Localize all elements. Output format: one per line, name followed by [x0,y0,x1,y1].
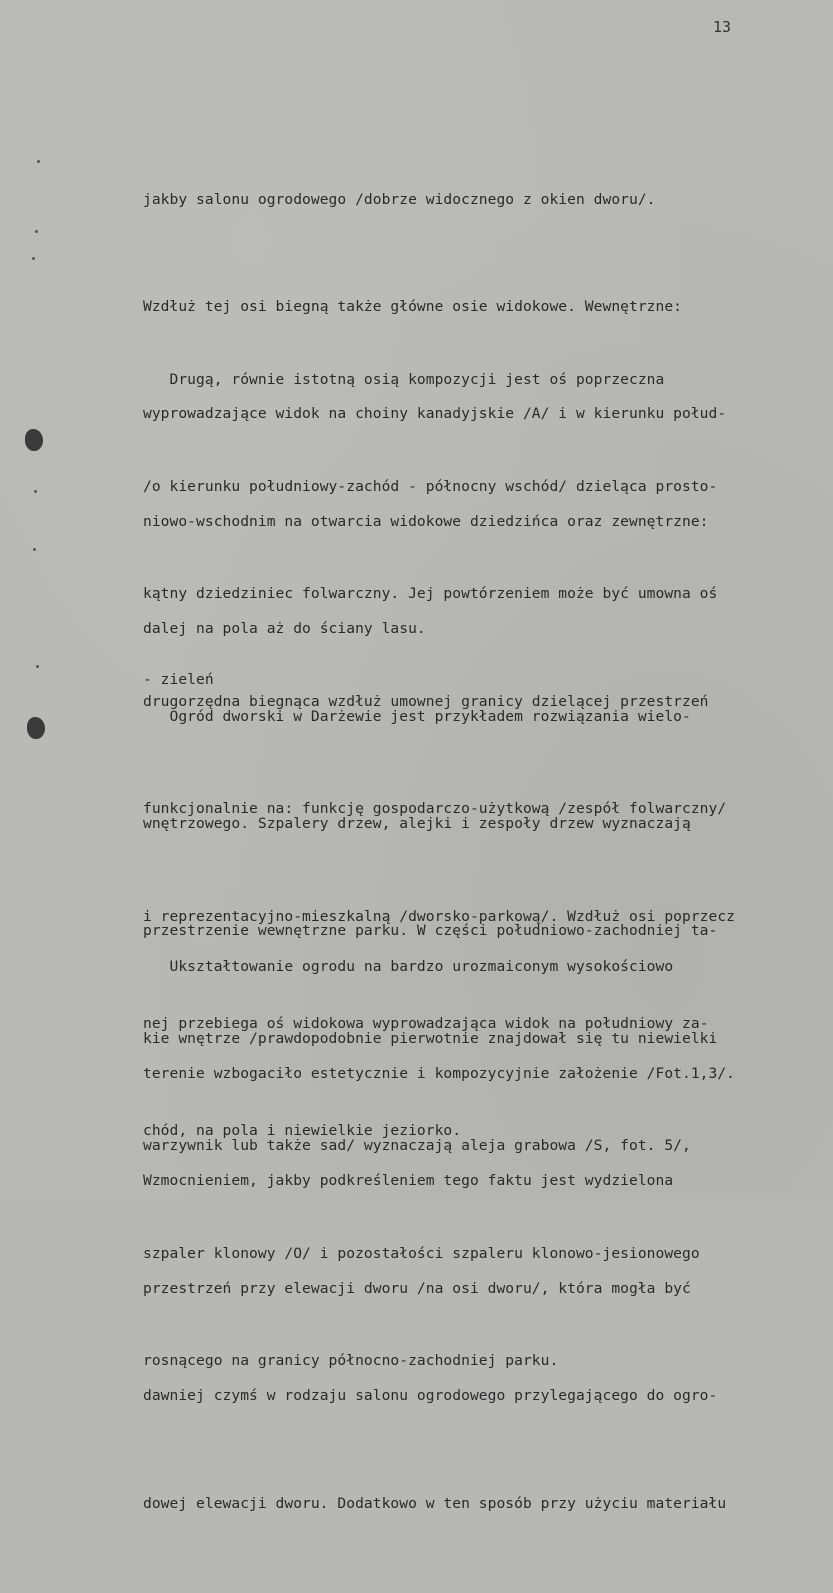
text-line: dalej na pola aż do ściany lasu. [143,620,426,638]
text-line: przestrzeń przy elewacji dworu /na osi dworu/, która mogła być [143,1279,691,1297]
text-line: wnętrzowego. Szpalery drzew, alejki i zespoły drzew wyznaczają [143,814,691,832]
text-line: kie wnętrze /prawdopodobnie pierwotnie znajdował się tu niewielki [143,1029,718,1047]
text-line: Ogród dworski w Darżewie jest przykładem rozwiązania wielo- [143,707,691,725]
speck-mark [37,160,40,163]
text-line: - zieleń [143,670,214,688]
text-line: chód, na pola i niewielkie jeziorko. [143,1122,462,1140]
text-line: Wzdłuż tej osi biegną także główne osie widokowe. Wewnętrzne: [143,297,683,315]
text-line: funkcjonalnie na: funkcję gospodarczo-użytkową /zespół folwarczny/ [143,800,727,818]
punch-hole-mark [27,717,45,739]
text-line: szpaler klonowy /O/ i pozostałości szpaleru klonowo-jesionowego [143,1244,700,1262]
text-line: rosnącego na granicy północno-zachodniej parku. [143,1351,559,1369]
speck-mark [34,490,37,493]
text-line: /o kierunku południowy-zachód - północny wschód/ dzieląca prosto- [143,477,718,495]
text-line: dawniej czymś w rodzaju salonu ogrodowego przylegającego do ogro- [143,1387,718,1405]
text-line: Ukształtowanie ogrodu na bardzo urozmaiconym wysokościowo [143,957,674,975]
speck-mark [33,548,36,551]
speck-mark [32,257,35,260]
text-line: drugorzędna biegnąca wzdłuż umownej granicy dzielącej przestrzeń [143,692,709,710]
speck-mark [36,665,39,668]
punch-hole-mark [25,429,43,451]
text-line: warzywnik lub także sad/ wyznaczają aleja grabowa /S, fot. 5/, [143,1137,691,1155]
text-line: przestrzenie wewnętrzne parku. W części południowo-zachodniej ta- [143,922,718,940]
text-line: i reprezentacyjno-mieszkalną /dworsko-parkową/. Wzdłuż osi poprzecz [143,907,736,925]
speck-mark [35,230,38,233]
text-line: jakby salonu ogrodowego /dobrze widocznego z okien dworu/. [143,190,656,208]
text-line: nej przebiega oś widokowa wyprowadzająca widok na południowy za- [143,1014,709,1032]
text-line: niowo-wschodnim na otwarcia widokowe dziedzińca oraz zewnętrzne: [143,512,709,530]
text-line: Drugą, równie istotną osią kompozycji jest oś poprzeczna [143,370,665,388]
paragraph [143,877,833,1593]
text-line: terenie wzbogaciło estetycznie i kompozycyjnie założenie /Fot.1,3/. [143,1064,736,1082]
text-line: dowej elewacji dworu. Dodatkowo w ten sposób przy użyciu materiału [143,1494,727,1512]
text-line: wyprowadzające widok na choiny kanadyjskie /A/ i w kierunku połud- [143,405,727,423]
page-number: 13 [713,18,732,36]
text-line: kątny dziedziniec folwarczny. Jej powtórzeniem może być umowna oś [143,585,718,603]
text-line: Wzmocnieniem, jakby podkreśleniem tego faktu jest wydzielona [143,1172,674,1190]
